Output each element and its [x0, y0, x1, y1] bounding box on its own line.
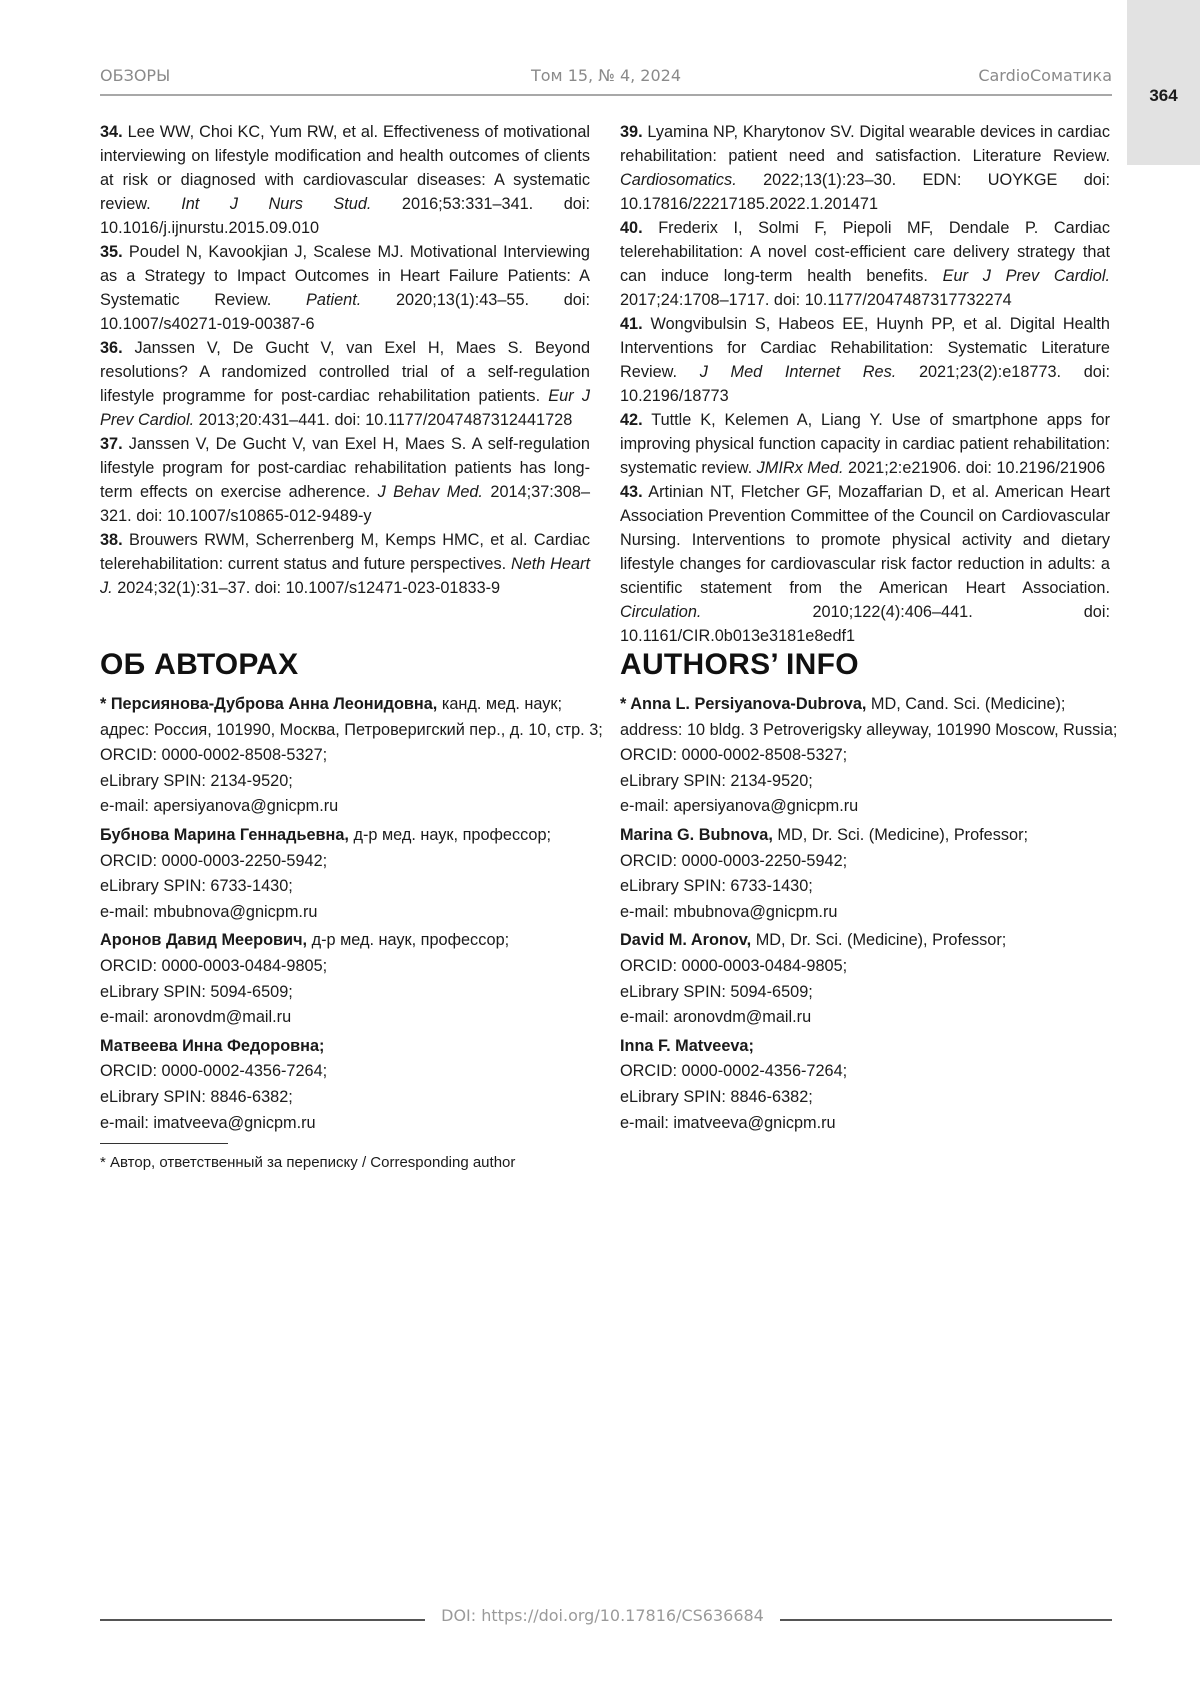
header-issue: Том 15, № 4, 2024: [530, 66, 682, 85]
author-name: Матвеева Инна Федоровна;: [100, 1036, 325, 1055]
author-email: e-mail: apersiyanova@gnicpm.ru: [100, 797, 339, 816]
references-right-column: [620, 120, 1110, 648]
author-orcid: ORCID: 0000-0002-8508-5327;: [100, 746, 328, 765]
author-title: д-р мед. наук, профессор;: [348, 825, 552, 844]
author-title: д-р мед. наук, профессор;: [307, 931, 510, 950]
footer-doi: DOI: https://doi.org/10.17816/CS636684: [441, 1606, 764, 1625]
authors-en-section: [620, 646, 1120, 1139]
author-spin: eLibrary SPIN: 8846-6382;: [100, 1087, 293, 1106]
author-block: [100, 692, 603, 820]
header-rule: [100, 94, 1112, 96]
author-spin: eLibrary SPIN: 6733-1430;: [620, 877, 813, 896]
author-orcid: ORCID: 0000-0002-4356-7264;: [620, 1062, 848, 1081]
author-title: канд. мед. наук;: [437, 695, 563, 713]
reference-item: 40. Frederix I, Solmi F, Piepoli MF, Dendale P. Cardiac telerehabilitation: A novel cost-efficient care delivery strategy that can induce long-term health benefits. Eur J Prev Cardiol. 2017;24:1708–1717. doi: 10.1177/2047487317732274: [620, 219, 1110, 309]
section-heading: ОБ АВТОРАХ: [100, 648, 299, 681]
author-spin: eLibrary SPIN: 2134-9520;: [620, 771, 813, 790]
reference-item: 37. Janssen V, De Gucht V, van Exel H, Maes S. A self-regulation lifestyle program for post-cardiac rehabilitation patients has long-term effects on exercise adherence. J Behav Med. 2014;37:308–321. doi: 10.1007/s10865-012-9489-y: [100, 435, 590, 525]
author-block: [100, 823, 600, 925]
author-address: address: 10 bldg. 3 Petroverigsky alleyway, 101990 Moscow, Russia;: [620, 720, 1118, 739]
author-block: [620, 928, 1120, 1030]
author-block: [620, 823, 1120, 925]
author-orcid: ORCID: 0000-0003-2250-5942;: [100, 851, 328, 870]
author-orcid: ORCID: 0000-0003-0484-9805;: [100, 956, 328, 975]
author-spin: eLibrary SPIN: 8846-6382;: [620, 1087, 813, 1106]
author-name: Бубнова Марина Геннадьевна,: [100, 825, 349, 844]
reference-item: 41. Wongvibulsin S, Habeos EE, Huynh PP, et al. Digital Health Interventions for Cardiac Rehabilitation: Systematic Literature Review. J Med Internet Res. 2021;23(2):e18773. doi: 10.2196/18773: [620, 315, 1111, 405]
author-email: e-mail: mbubnova@gnicpm.ru: [100, 902, 318, 921]
reference-item: 36. Janssen V, De Gucht V, van Exel H, Maes S. Beyond resolutions? A randomized controlled trial of a self-regulation lifestyle programme for post-cardiac rehabilitation patients. Eur J Prev Cardiol. 2013;20:431–441. doi: 10.1177/2047487312441728: [100, 339, 590, 429]
author-spin: eLibrary SPIN: 6733-1430;: [100, 877, 293, 896]
author-name: Marina G. Bubnova,: [620, 825, 773, 844]
running-header: [100, 66, 1112, 90]
references-left-column: [100, 120, 590, 600]
page-number: 364: [1149, 86, 1178, 105]
header-journal: CardioСоматика: [978, 66, 1112, 85]
reference-item: 34. Lee WW, Choi KC, Yum RW, et al. Effectiveness of motivational interviewing on lifestyle modification and health outcomes of clients at risk or diagnosed with cardiovascular diseases: A systematic review. Int J Nurs Stud. 2016;53:331–341. doi: 10.1016/j.ijnurstu.2015.09.010: [100, 123, 590, 237]
author-block: [620, 692, 1120, 820]
author-name: * Anna L. Persiyanova-Dubrova,: [620, 695, 867, 713]
reference-item: 38. Brouwers RWM, Scherrenberg M, Kemps HMC, et al. Cardiac telerehabilitation: current status and future perspectives. Neth Heart J. 2024;32(1):31–37. doi: 10.1007/s12471-023-01833-9: [100, 531, 590, 597]
section-heading: AUTHORS’ INFO: [620, 648, 859, 681]
reference-item: 43. Artinian NT, Fletcher GF, Mozaffarian D, et al. American Heart Association Prevention Committee of the Council on Cardiovascular Nursing. Interventions to promote physical activity and dietary lifestyle changes for cardiovascular risk factor reduction in adults: a scientific statement from the American Heart Association. Circulation. 2010;122(4):406–441. doi: 10.1161/CIR.0b013e3181e8edf1: [620, 483, 1110, 645]
page-tab: [1127, 0, 1200, 165]
author-name: David M. Aronov,: [620, 931, 752, 950]
authors-ru-section: [100, 646, 603, 1139]
author-block: [100, 1034, 600, 1136]
author-email: e-mail: aronovdm@mail.ru: [100, 1008, 292, 1027]
footnote-rule: [100, 1143, 228, 1144]
author-name: Inna F. Matveeva;: [620, 1036, 754, 1055]
author-email: e-mail: mbubnova@gnicpm.ru: [620, 902, 838, 921]
header-section: ОБЗОРЫ: [100, 66, 171, 85]
author-spin: eLibrary SPIN: 5094-6509;: [620, 982, 813, 1001]
author-email: e-mail: aronovdm@mail.ru: [620, 1008, 812, 1027]
author-name: Аронов Давид Меерович,: [100, 931, 308, 950]
author-block: [100, 928, 600, 1030]
author-spin: eLibrary SPIN: 2134-9520;: [100, 771, 293, 790]
author-orcid: ORCID: 0000-0002-8508-5327;: [620, 746, 848, 765]
reference-item: 42. Tuttle K, Kelemen A, Liang Y. Use of smartphone apps for improving physical function capacity in cardiac patient rehabilitation: systematic review. JMIRx Med. 2021;2:e21906. doi: 10.2196/21906: [620, 411, 1110, 477]
author-block: [620, 1034, 1120, 1136]
author-title: MD, Cand. Sci. (Medicine);: [866, 695, 1066, 713]
author-email: e-mail: imatveeva@gnicpm.ru: [100, 1113, 316, 1132]
author-email: e-mail: apersiyanova@gnicpm.ru: [620, 797, 859, 816]
footer-rule-right: [780, 1619, 1112, 1621]
author-name: * Персиянова-Дуброва Анна Леонидовна,: [100, 695, 438, 713]
author-spin: eLibrary SPIN: 5094-6509;: [100, 982, 293, 1001]
reference-item: 39. Lyamina NP, Kharytonov SV. Digital wearable devices in cardiac rehabilitation: patient need and satisfaction. Literature Review. Cardiosomatics. 2022;13(1):23–30. EDN: UOYKGE doi: 10.17816/22217185.2022.1.201471: [620, 123, 1110, 213]
author-orcid: ORCID: 0000-0003-0484-9805;: [620, 956, 848, 975]
author-orcid: ORCID: 0000-0002-4356-7264;: [100, 1062, 328, 1081]
footer-rule-left: [100, 1619, 425, 1621]
author-email: e-mail: imatveeva@gnicpm.ru: [620, 1113, 836, 1132]
footnote: * Автор, ответственный за переписку / Corresponding author: [100, 1154, 516, 1171]
author-orcid: ORCID: 0000-0003-2250-5942;: [620, 851, 848, 870]
author-title: MD, Dr. Sci. (Medicine), Professor;: [751, 931, 1007, 950]
author-title: MD, Dr. Sci. (Medicine), Professor;: [772, 825, 1029, 844]
reference-item: 35. Poudel N, Kavookjian J, Scalese MJ. Motivational Interviewing as a Strategy to Impact Outcomes in Heart Failure Patients: A Systematic Review. Patient. 2020;13(1):43–55. doi: 10.1007/s40271-019-00387-6: [100, 243, 590, 333]
author-address: адрес: Россия, 101990, Москва, Петроверигский пер., д. 10, стр. 3;: [100, 720, 603, 739]
